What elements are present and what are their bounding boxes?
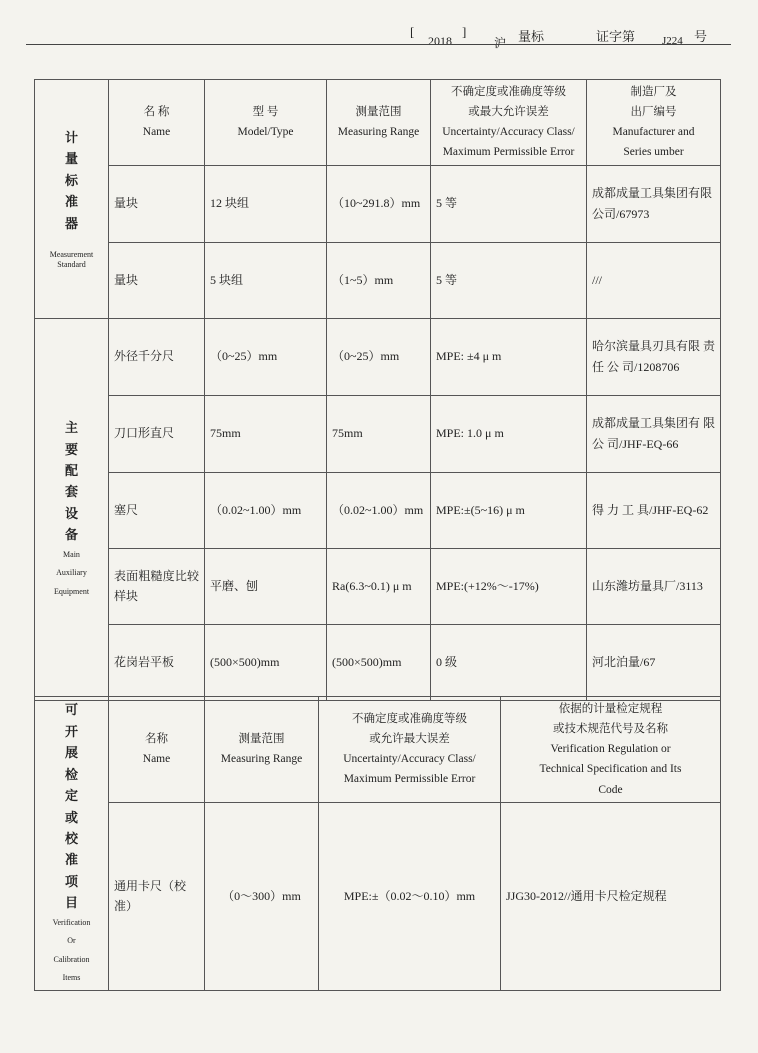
col-en: Series umber	[623, 146, 684, 159]
side-english: Auxiliary	[56, 568, 87, 578]
col-en: Measuring Range	[220, 753, 303, 766]
cell-name: 通用卡尺（校准）	[109, 802, 205, 990]
side-char: 可	[64, 702, 78, 718]
col-header-model	[205, 80, 327, 166]
col-zh: 型 号	[252, 106, 279, 119]
side-char: 要	[64, 441, 78, 457]
col-en: Technical Specification and Its	[539, 763, 682, 776]
col-en: Name	[142, 126, 171, 139]
col-header-maker	[587, 80, 721, 166]
side-english: Calibration	[53, 954, 90, 964]
cell-error: MPE:±（0.02～0.10）mm	[319, 802, 501, 990]
col-zh: 或技术规范代号及名称	[553, 723, 668, 736]
cell-maker: 得 力 工 具/JHF-EQ-62	[587, 472, 721, 548]
cell-error: MPE:(+12%～-17%)	[431, 548, 587, 624]
cell-name: 量块	[109, 165, 205, 242]
col-zh: 或允许最大误差	[369, 733, 450, 746]
side-english: Main	[63, 549, 80, 559]
certificate-region: 沪	[494, 36, 507, 50]
col-zh: 制造厂及	[630, 86, 677, 98]
col-en: Measuring Range	[337, 126, 420, 139]
side-char: 配	[64, 462, 78, 478]
side-english: Measurement Standard	[49, 249, 94, 270]
side-char: 目	[64, 895, 78, 911]
table-row	[35, 548, 721, 624]
certificate-code: J224	[662, 35, 683, 47]
side-char: 备	[64, 527, 78, 543]
table-row	[35, 624, 721, 700]
cell-maker: ///	[587, 242, 721, 318]
side-char: 主	[64, 420, 78, 436]
certificate-year: 2018	[428, 34, 452, 48]
auxiliary-side-label	[35, 318, 109, 700]
cell-error: MPE: ±4 μ m	[431, 318, 587, 395]
cell-range: (500×500)mm	[327, 624, 431, 700]
items-header-row	[35, 697, 721, 803]
side-char: 计	[64, 129, 78, 145]
side-char: 校	[64, 830, 78, 846]
col-zh: 依据的计量检定规程	[558, 703, 663, 715]
bracket-right: ]	[462, 24, 467, 39]
col-en: Manufacturer and	[612, 126, 695, 139]
bracket-left: [	[410, 24, 415, 39]
cell-name: 塞尺	[109, 472, 205, 548]
side-char: 量	[64, 151, 78, 167]
standard-equipment-table	[34, 79, 721, 701]
cell-model: (500×500)mm	[205, 624, 327, 700]
certificate-category: 量标	[518, 29, 545, 44]
cell-maker: 河北泊量/67	[587, 624, 721, 700]
side-char: 设	[64, 505, 78, 521]
cell-maker: 山东潍坊量具厂/3113	[587, 548, 721, 624]
cell-range: 75mm	[327, 395, 431, 472]
certificate-hao: 号	[694, 29, 708, 44]
standard-side-label	[35, 80, 109, 319]
cell-range: （0～300）mm	[205, 802, 319, 990]
cell-model: 12 块组	[205, 165, 327, 242]
cell-error: 5 等	[431, 165, 587, 242]
side-char: 准	[64, 852, 78, 868]
col-en: Maximum Permissible Error	[343, 773, 476, 786]
side-char: 展	[64, 745, 78, 761]
col-en: Maximum Permissible Error	[442, 146, 575, 159]
cell-model: 平磨、刨	[205, 548, 327, 624]
side-english: Equipment	[53, 586, 90, 596]
cell-error: MPE:±(5~16) μ m	[431, 472, 587, 548]
cell-spec: JJG30-2012//通用卡尺检定规程	[501, 802, 721, 990]
side-char: 定	[64, 788, 78, 804]
table-row	[35, 318, 721, 395]
table-row	[35, 242, 721, 318]
cell-name: 表面粗糙度比较样块	[109, 548, 205, 624]
cell-name: 外径千分尺	[109, 318, 205, 395]
col-zh: 出厂编号	[630, 106, 677, 119]
side-char: 检	[64, 766, 78, 782]
cell-range: （1~5）mm	[327, 242, 431, 318]
cell-range: （10~291.8）mm	[327, 165, 431, 242]
col-en: Uncertainty/Accuracy Class/	[343, 753, 476, 766]
side-english: Verification	[52, 917, 91, 927]
col-zh: 测量范围	[355, 106, 402, 119]
table-row	[35, 472, 721, 548]
col-zh: 测量范围	[238, 733, 285, 746]
cell-range: （0~25）mm	[327, 318, 431, 395]
cell-error: MPE: 1.0 μ m	[431, 395, 587, 472]
cell-maker: 成都成量工具集团有限公司/67973	[587, 165, 721, 242]
certificate-word: 证字第	[596, 29, 636, 44]
col-en: Code	[598, 783, 623, 796]
col-zh: 不确定度或准确度等级	[451, 86, 566, 98]
side-english: Items	[62, 972, 81, 982]
col-en: Verification Regulation or	[550, 743, 671, 756]
calibration-items-table	[34, 696, 721, 991]
col-en: Uncertainty/Accuracy Class/	[442, 126, 575, 139]
cell-error: 0 级	[431, 624, 587, 700]
items-side-label	[35, 697, 109, 991]
side-char: 标	[64, 172, 78, 188]
col-header-name	[109, 80, 205, 166]
col-header-range	[205, 697, 319, 803]
table-row	[35, 802, 721, 990]
cell-model: （0~25）mm	[205, 318, 327, 395]
side-char: 项	[64, 873, 78, 889]
col-zh: 名称	[145, 733, 168, 746]
col-header-error	[431, 80, 587, 166]
cell-range: Ra(6.3~0.1) μ m	[327, 548, 431, 624]
col-en: Name	[142, 753, 171, 766]
header-rule	[26, 44, 731, 45]
table-row	[35, 165, 721, 242]
col-header-range	[327, 80, 431, 166]
col-zh: 或最大允许误差	[468, 106, 549, 119]
col-header-spec	[501, 697, 721, 803]
cell-maker: 哈尔滨量具刃具有限 责 任 公 司/1208706	[587, 318, 721, 395]
side-char: 器	[64, 215, 78, 231]
side-char: 准	[64, 194, 78, 210]
table-row	[35, 395, 721, 472]
col-zh: 不确定度或准确度等级	[352, 713, 467, 726]
cell-error: 5 等	[431, 242, 587, 318]
certificate-header	[0, 0, 758, 50]
cell-model: 5 块组	[205, 242, 327, 318]
cell-model: （0.02~1.00）mm	[205, 472, 327, 548]
cell-name: 量块	[109, 242, 205, 318]
col-header-error	[319, 697, 501, 803]
cell-name: 花岗岩平板	[109, 624, 205, 700]
col-header-name	[109, 697, 205, 803]
cell-model: 75mm	[205, 395, 327, 472]
side-english: Or	[67, 936, 76, 946]
side-char: 开	[64, 723, 78, 739]
cell-range: （0.02~1.00）mm	[327, 472, 431, 548]
col-zh: 名 称	[143, 106, 170, 119]
side-char: 套	[64, 484, 78, 500]
col-en: Model/Type	[237, 126, 294, 139]
standard-header-row	[35, 80, 721, 166]
cell-maker: 成都成量工具集团有 限 公 司/JHF-EQ-66	[587, 395, 721, 472]
side-char: 或	[64, 809, 78, 825]
cell-name: 刀口形直尺	[109, 395, 205, 472]
